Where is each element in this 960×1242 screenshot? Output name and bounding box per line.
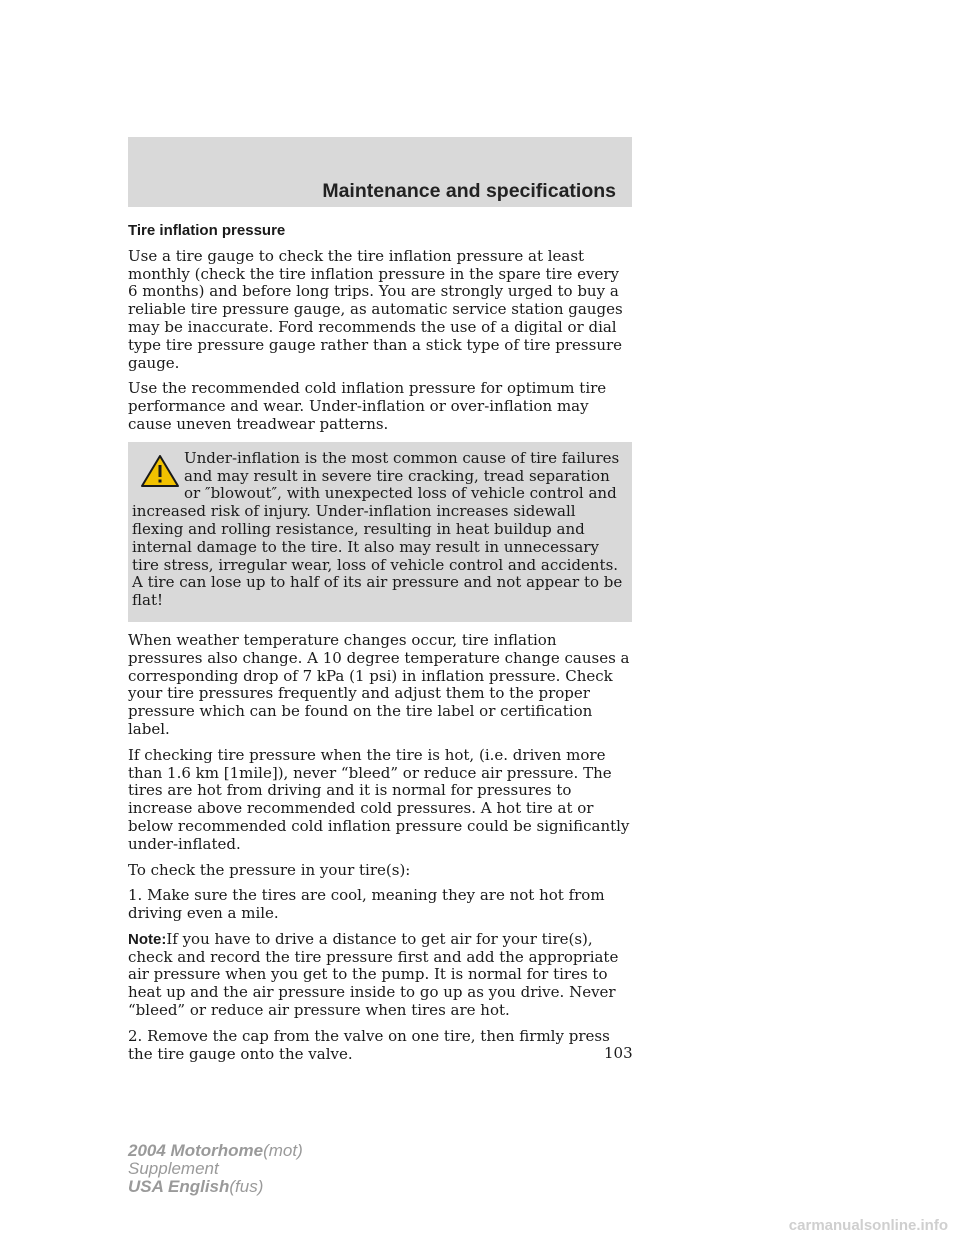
- page-number: 103: [604, 1044, 633, 1062]
- warning-triangle-icon: [140, 454, 180, 488]
- note-paragraph: [128, 931, 632, 1020]
- paragraph-cold-pressure: Use the recommended cold inflation pressure for optimum tire performance and wear. Under-inflation or over-inflation may cause uneven treadwear patterns.: [128, 379, 607, 433]
- watermark: carmanualsonline.info: [788, 1217, 948, 1234]
- step-2: 2. Remove the cap from the valve on one tire, then firmly press the tire gauge onto the valve.: [128, 1026, 610, 1063]
- paragraph-gauge: Use a tire gauge to check the tire inflation pressure at least monthly (check the tire inflation pressure in the spare tire every 6 months) and before long trips. You are strongly urged to buy a reliable tire pressure gauge, as automatic service station gauges may be inaccurate. Ford recommends the use of a digital or dial type tire pressure gauge rather than a stick type of tire pressure gauge.: [128, 246, 623, 372]
- footer: [128, 1142, 303, 1196]
- footer-model: 2004 Motorhome: [128, 1141, 264, 1160]
- footer-supplement: Supplement: [128, 1159, 219, 1178]
- chapter-title: Maintenance and specifications: [322, 180, 616, 202]
- page-content: [128, 222, 632, 1071]
- paragraph-temperature: When weather temperature changes occur, tire inflation pressures also change. A 10 degree temperature change causes a corresponding drop of 7 kPa (1 psi) in inflation pressure. Check your tire pressures frequently and adjust them to the proper pressure which can be found on the tire label or certification label.: [128, 630, 630, 738]
- step-1: 1. Make sure the tires are cool, meaning they are not hot from driving even a mile.: [128, 886, 605, 923]
- warning-text: Under-inflation is the most common cause of tire failures and may result in severe tire cracking, tread separation or ″blowout″, with unexpected loss of vehicle control and increased risk of injury. Under-inflation increases sidewall flexing and rolling resistance, resulting in heat buildup and internal damage to the tire. It also may result in unnecessary tire stress, irregular wear, loss of vehicle control and accidents. A tire can lose up to half of its air pressure and not appear to be flat!: [132, 448, 623, 610]
- section-header-band: [128, 137, 632, 207]
- paragraph-hot-tire: If checking tire pressure when the tire is hot, (i.e. driven more than 1.6 km [1mile]), never “bleed” or reduce air pressure. The tires are hot from driving and it is normal for pressures to increase above recommended cold pressures. A hot tire at or below recommended cold inflation pressure could be significantly under-inflated.: [128, 745, 630, 853]
- footer-language-code: (fus): [229, 1177, 264, 1196]
- section-title: Tire inflation pressure: [128, 222, 286, 239]
- note-text: If you have to drive a distance to get air for your tire(s), check and record the tire pressure first and add the appropriate air pressure when you get to the pump. It is normal for tires to heat up and the air pressure inside to go up as you drive. Never “bleed” or reduce air pressure when tires are hot.: [128, 929, 619, 1020]
- footer-language: USA English: [128, 1177, 230, 1196]
- footer-model-code: (mot): [263, 1141, 303, 1160]
- note-label: Note:: [128, 930, 167, 948]
- paragraph-check-intro: To check the pressure in your tire(s):: [128, 860, 411, 879]
- warning-box: [128, 442, 632, 622]
